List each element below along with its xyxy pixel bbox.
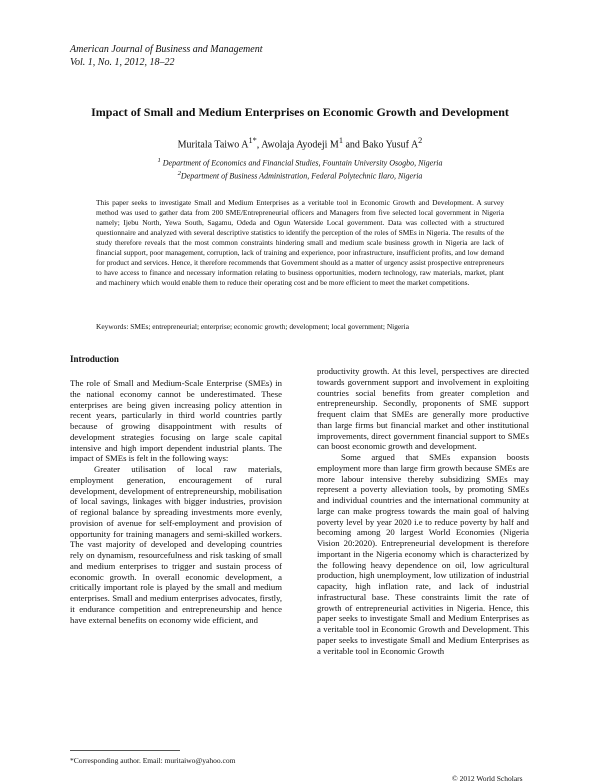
affiliation-1 (40, 156, 560, 169)
right-column (317, 366, 529, 656)
left-column (70, 378, 282, 625)
corresponding-author-footnote: *Corresponding author. Email: muritaiwo@yahoo.com (70, 756, 236, 765)
journal-header (70, 44, 262, 69)
affiliation-2-mark: 2 (177, 169, 181, 177)
right-paragraph-2: Some argued that SMEs expansion boosts employment more than large firm growth because SMEs are more labour intensive thereby subsidizing SMEs may represent a poverty alleviation tools, by promoting SMEs and individual countries and the international community at large can make progress towards the main goal of halving poverty level by year 2020 i.e to reduce poverty by half and becoming among 20 largest World Economies (Nigeria Vision 20:2020). Entrepreneurial development is therefore important in the Nigeria economy which is characterized by the following heavy dependence on oil, low agricultural production, high unemployment, low utilization of industrial capacity, high inflation rate, and lack of industrial infrastructural base. These constraints limit the rate of growth of entrepreneurial activities in Nigeria. Hence, this paper seeks to investigate Small and Medium Enterprises as a veritable tool in Economic Growth and Development. This paper seeks to investigate Small and Medium Enterprises as a veritable tool in Economic Growth (317, 452, 529, 656)
affiliation-1-text: Department of Economics and Financial Studies, Fountain University Osogbo, Nigeria (162, 158, 443, 168)
paper-title: Impact of Small and Medium Enterprises on Economic Growth and Development (91, 105, 509, 119)
author-1-affil-mark: 1* (248, 136, 257, 145)
abstract: This paper seeks to investigate Small and Medium Enterprises as a veritable tool in Economic Growth and Development. A survey method was used to gather data from 200 SME/Entrepreneurial officers and Managers from five selected local government in Nigeria namely; Ijebu North, Yewa South, Sagamu, Odeda and Ogun Waterside Local government. Data was collected with a structured questionnaire and analyzed with several descriptive statistics to identify the perception of the roles of SMEs in Nigeria. The results of the study therefore reveals that the most common constraints hindering small and medium scale business growth in Nigeria are lack of financial support, poor management, corruption, lack of training and experience, poor infrastructure, insufficient profits, and low demand for product and services. Hence, it therefore recommends that Government should as a matter of urgency assist prospective entrepreneurs to have access to finance and necessary information relating to business opportunities, modern technology, raw materials, market, plant and machinery which would enable them to reduce their operating cost and be more efficient to meet the market competitions. (96, 198, 504, 287)
left-paragraph-1: The role of Small and Medium-Scale Enterprise (SMEs) in the national economy cannot be underestimated. These enterprises are being given increasing policy attention in recent years, particularly in third world countries partly because of growing disappointment with results of development strategies focusing on large scale capital intensive and high import dependent industrial plants. The impact of SMEs is felt in the following ways: (70, 378, 282, 464)
left-paragraph-2: Greater utilisation of local raw materials, employment generation, encouragement of rural development, development of entrepreneurship, mobilisation of local savings, linkages with bigger industries, provision of regional balance by spreading investments more evenly, provision of avenue for self-employment and provision of opportunity for training managers and semi-skilled workers. The vast majority of developed and developing countries rely on dynamism, resourcefulness and risk tasking of small and medium enterprises to trigger and sustain process of economic growth. In overall economic development, a critically important role is played by the small and medium enterprises. Small and medium enterprises advocates, firstly, it endurance competition and entrepreneurship and hence have external benefits on economy wide efficient, and (70, 464, 282, 625)
section-heading-introduction: Introduction (70, 354, 119, 364)
journal-citation: Vol. 1, No. 1, 2012, 18–22 (70, 56, 175, 68)
author-3: and Bako Yusuf A (342, 139, 419, 151)
keywords: Keywords: SMEs; entrepreneurial; enterprise; economic growth; development; local government; Nigeria (96, 322, 409, 331)
journal-name: American Journal of Business and Management (70, 44, 263, 55)
author-1: Muritala Taiwo A (177, 139, 249, 151)
author-list (40, 136, 560, 150)
affiliation-1-mark: 1 (157, 157, 161, 164)
author-2-affil-mark: 1 (338, 136, 343, 145)
footnote-divider (70, 750, 180, 751)
right-paragraph-1: productivity growth. At this level, perspectives are directed towards government support and involvement in exploiting countries social benefits from greater completion and entrepreneurship. Secondly, proponents of SME support frequent claim that SMEs are generally more productive than large firms but financial market and other institutional improvements, direct government financial support to SMEs can boost economic growth and development. (317, 366, 529, 452)
affiliation-2 (40, 169, 560, 182)
author-3-affil-mark: 2 (418, 136, 423, 145)
copyright-notice: © 2012 World Scholars (452, 774, 523, 783)
author-2: , Awolaja Ayodeji M (256, 139, 339, 151)
affiliation-2-text: Department of Business Administration, Federal Polytechnic Ilaro, Nigeria (180, 171, 423, 181)
affiliations (40, 156, 560, 181)
